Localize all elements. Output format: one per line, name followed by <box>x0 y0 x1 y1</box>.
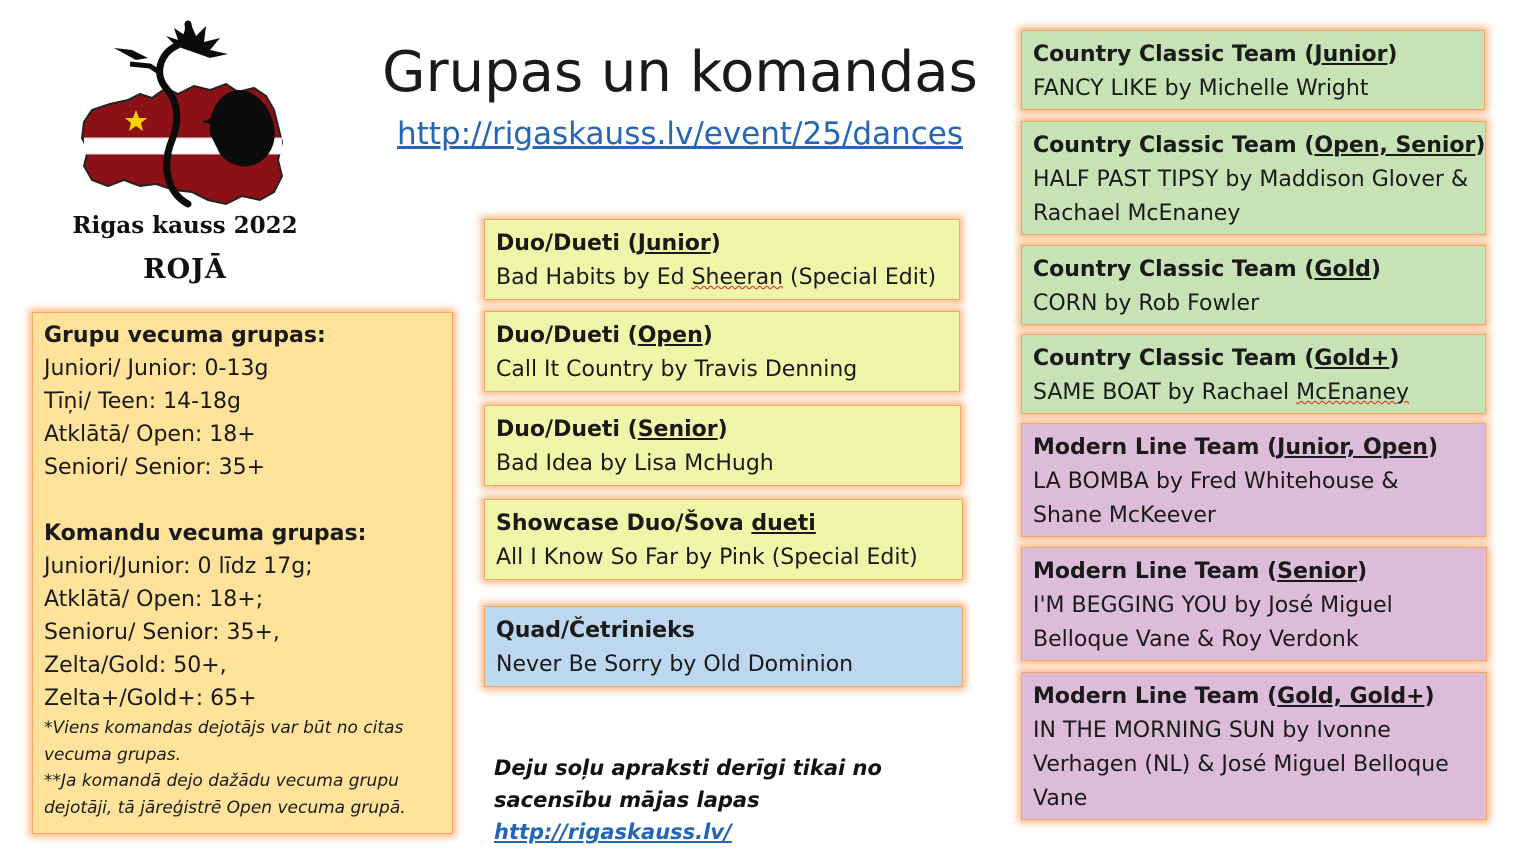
showcase-duo-box <box>484 499 963 580</box>
box-title: Country Classic Team (Junior) <box>1033 42 1398 67</box>
team-age-line: Zelta+/Gold+: 65+ <box>44 686 257 711</box>
team-age-line: Senioru/ Senior: 35+, <box>44 620 280 645</box>
age-note-2: **Ja komandā dejo dažādu vecuma grupu dejotāji, tā jāreģistrē Open vecuma grupā. <box>44 771 406 818</box>
box-title: Modern Line Team (Senior) <box>1033 559 1368 584</box>
box-title: Country Classic Team (Gold+) <box>1033 346 1400 371</box>
modern-senior-box <box>1021 547 1487 661</box>
country-open-senior-box <box>1021 121 1486 235</box>
group-age-line: Tīņi/ Teen: 14-18g <box>44 389 242 414</box>
box-song: IN THE MORNING SUN by Ivonne Verhagen (NL) & José Miguel Belloque Vane <box>1033 718 1449 811</box>
box-title: Duo/Dueti (Junior) <box>496 231 721 256</box>
box-title: Country Classic Team (Gold) <box>1033 257 1381 282</box>
box-title: Duo/Dueti (Open) <box>496 323 713 348</box>
duo-junior-box <box>484 219 960 300</box>
modern-gold-box <box>1021 672 1487 820</box>
team-age-line: Juniori/Junior: 0 līdz 17g; <box>44 554 313 579</box>
box-song: SAME BOAT by Rachael McEnaney <box>1033 380 1410 405</box>
box-song: CORN by Rob Fowler <box>1033 291 1260 316</box>
age-note-1: *Viens komandas dejotājs var būt no citas vecuma grupas. <box>44 718 404 765</box>
team-age-line: Zelta/Gold: 50+, <box>44 653 227 678</box>
group-age-line: Seniori/ Senior: 35+ <box>44 455 266 480</box>
box-song: Call It Country by Travis Denning <box>496 357 858 382</box>
duo-open-box <box>484 311 960 392</box>
modern-junior-open-box <box>1021 423 1486 537</box>
group-age-line: Juniori/ Junior: 0-13g <box>44 356 269 381</box>
box-title: Modern Line Team (Gold, Gold+) <box>1033 684 1435 709</box>
rigaskauss-link[interactable]: http://rigaskauss.lv/ <box>494 820 732 844</box>
page-title: Grupas un komandas <box>382 40 978 105</box>
duo-senior-box <box>484 405 961 486</box>
country-gold-plus-box <box>1021 334 1486 414</box>
box-song: FANCY LIKE by Michelle Wright <box>1033 76 1369 101</box>
box-title: Duo/Dueti (Senior) <box>496 417 728 442</box>
dances-link[interactable]: http://rigaskauss.lv/event/25/dances <box>397 116 963 152</box>
country-junior-box <box>1021 30 1485 110</box>
box-title: Modern Line Team (Junior, Open) <box>1033 435 1439 460</box>
box-song: I'M BEGGING YOU by José Miguel Belloque Vane & Roy Verdonk <box>1033 593 1393 652</box>
box-song: All I Know So Far by Pink (Special Edit) <box>496 545 918 570</box>
box-song: Bad Idea by Lisa McHugh <box>496 451 774 476</box>
latvia-map-rooster-icon <box>70 14 300 214</box>
quad-box <box>484 606 963 687</box>
footnote: Deju soļu apraksti derīgi tikai no sacensību mājas lapas http://rigaskauss.lv/ <box>494 756 882 844</box>
box-song: HALF PAST TIPSY by Maddison Glover & Rachael McEnaney <box>1033 167 1469 226</box>
country-gold-box <box>1021 245 1486 325</box>
box-title: Showcase Duo/Šova dueti <box>496 511 816 536</box>
group-ages-heading: Grupu vecuma grupas: <box>44 323 326 348</box>
team-age-line: Atklātā/ Open: 18+; <box>44 587 264 612</box>
group-age-line: Atklātā/ Open: 18+ <box>44 422 256 447</box>
team-ages-heading: Komandu vecuma grupas: <box>44 521 367 546</box>
box-song: Bad Habits by Ed Sheeran (Special Edit) <box>496 265 937 290</box>
box-song: Never Be Sorry by Old Dominion <box>496 652 854 677</box>
logo-event-name: Rigas kauss 2022 <box>72 212 298 239</box>
logo-location: ROJĀ <box>143 254 227 285</box>
box-title: Quad/Četrinieks <box>496 618 695 643</box>
age-groups-box <box>32 312 453 834</box>
box-title: Country Classic Team (Open, Senior) <box>1033 133 1486 158</box>
box-song: LA BOMBA by Fred Whitehouse & Shane McKeever <box>1033 469 1399 528</box>
event-logo <box>70 14 300 294</box>
